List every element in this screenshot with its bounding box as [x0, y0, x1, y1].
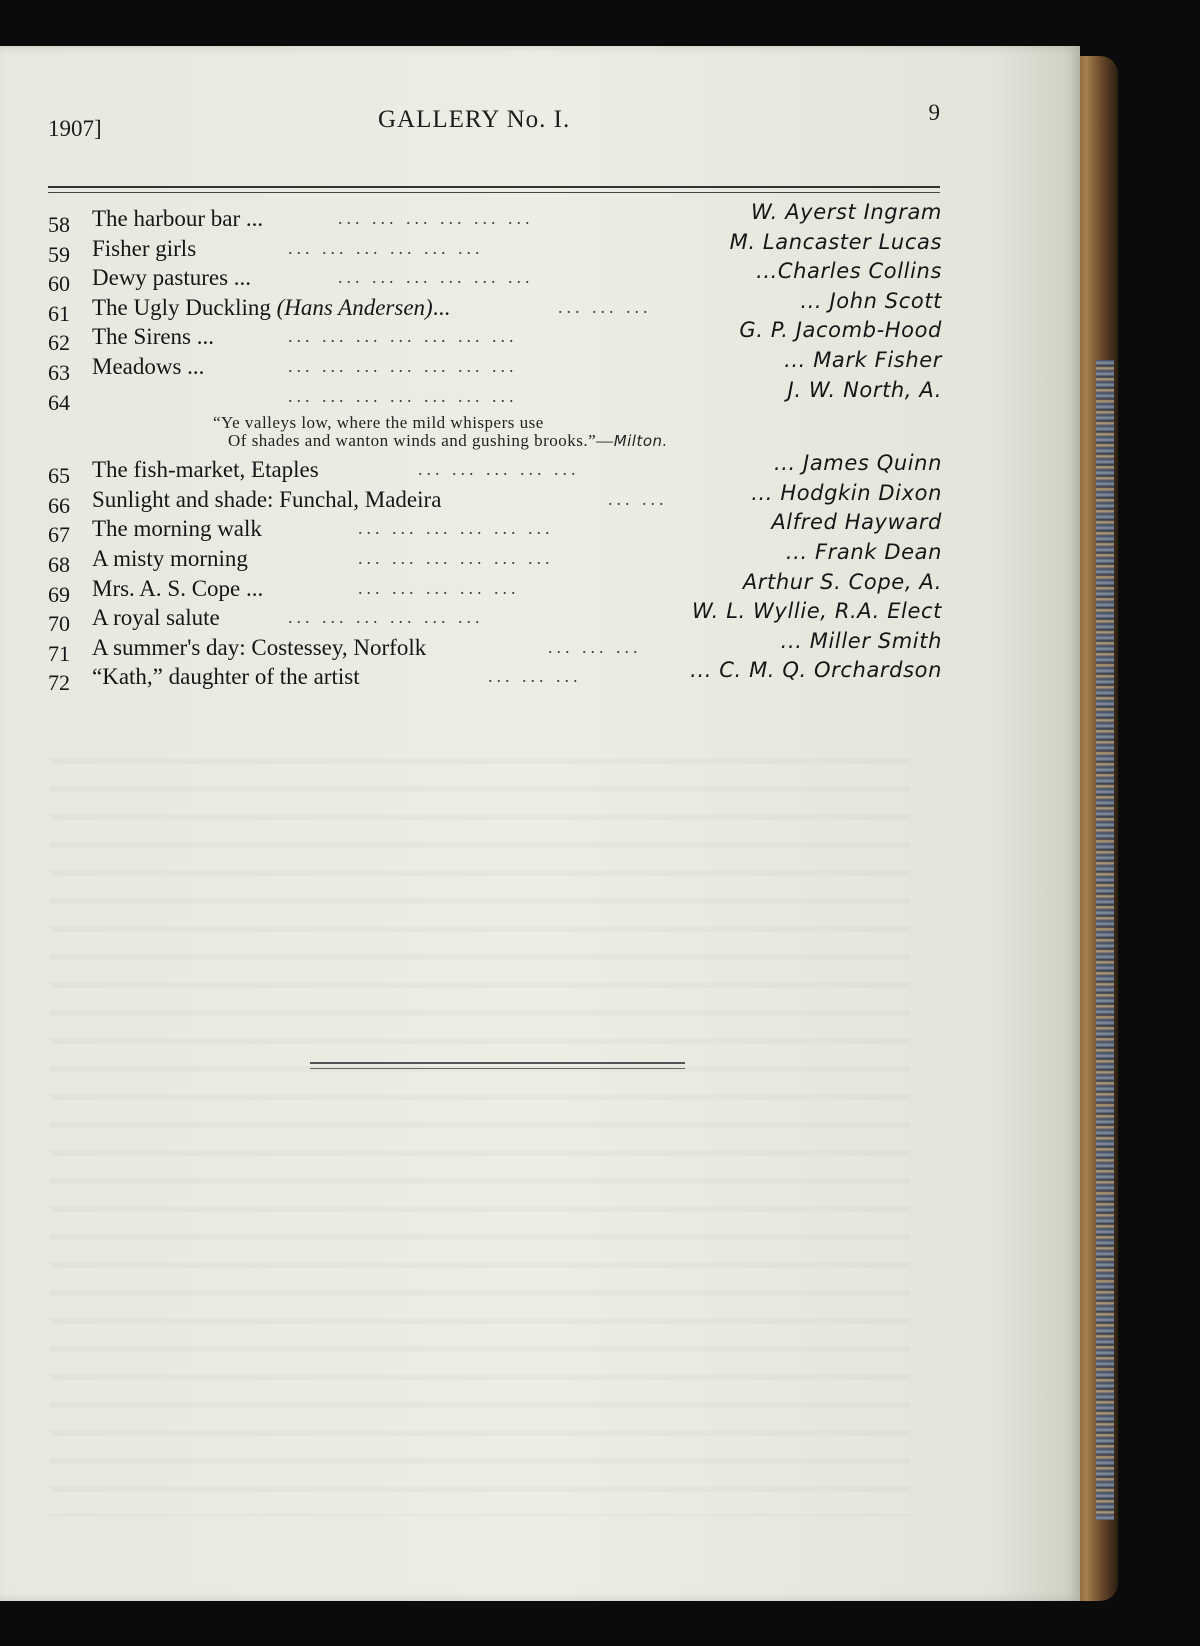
entry-artist: W. L. Wyllie, R.A. Elect — [692, 599, 942, 624]
entry-title: Mrs. A. S. Cope ... — [92, 575, 264, 601]
entry-number: 71 — [48, 640, 70, 666]
entry-title-italic: (Hans Andersen) — [276, 294, 433, 320]
entry-title: Fisher girls — [92, 235, 197, 261]
entry-artist: ... Frank Dean — [785, 539, 942, 564]
leader-dots: ... ... — [608, 488, 668, 509]
entry-title: Sunlight and shade: Funchal, Madeira — [92, 486, 442, 512]
leader-dots: ... ... ... ... ... ... — [358, 518, 554, 539]
leader-dots: ... ... ... ... ... — [358, 577, 520, 598]
entry-artist: ... James Quinn — [773, 451, 942, 476]
closing-rule-thin — [310, 1068, 685, 1069]
page-number: 9 — [928, 100, 940, 125]
entry-artist: ... C. M. Q. Orchardson — [690, 658, 942, 683]
entry-number: 67 — [48, 522, 70, 548]
list-item — [48, 658, 942, 696]
entry-title: The morning walk — [92, 516, 262, 542]
entry-artist: ...Charles Collins — [756, 259, 942, 284]
entry-number: 62 — [48, 330, 70, 356]
entry-number: 69 — [48, 581, 70, 607]
quote-attribution: Milton. — [613, 432, 668, 451]
leader-dots: ... ... ... ... ... ... ... — [288, 355, 518, 376]
entry-number: 66 — [48, 492, 70, 518]
header-title: GALLERY No. I. — [378, 106, 571, 133]
entry-artist: J. W. North, A. — [787, 377, 942, 402]
entry-title — [92, 295, 450, 321]
entry-title: Dewy pastures ... — [92, 265, 252, 291]
leader-dots: ... ... ... — [558, 296, 652, 317]
page-edges — [1096, 360, 1114, 1520]
page-header — [48, 100, 940, 146]
entry-number: 70 — [48, 611, 70, 637]
entry-number: 59 — [48, 241, 70, 267]
entry-title: Meadows ... — [92, 353, 205, 379]
entry-artist: ... Mark Fisher — [784, 347, 942, 372]
entry-title: The fish-market, Etaples — [92, 457, 319, 483]
leader-dots: ... ... ... ... ... ... — [288, 607, 484, 628]
quote-line-2-text: Of shades and wanton winds and gushing brooks.”— — [228, 431, 614, 451]
leader-dots: ... ... ... ... ... ... ... — [288, 385, 518, 406]
entry-title: A royal salute — [92, 605, 220, 631]
entry-title: The Sirens ... — [92, 324, 215, 350]
entry-title: A summer's day: Costessey, Norfolk — [92, 634, 427, 660]
entry-artist: ... John Scott — [800, 288, 942, 313]
entry-list — [48, 200, 942, 696]
header-rule — [48, 186, 940, 188]
leader-dots: ... ... ... ... ... ... — [338, 267, 534, 288]
leader-dots: ... ... ... ... ... ... — [288, 237, 484, 258]
entry-artist: M. Lancaster Lucas — [729, 229, 942, 254]
closing-rule — [310, 1062, 685, 1064]
header-rule-thin — [48, 192, 940, 193]
entry-artist: W. Ayerst Ingram — [751, 200, 942, 224]
show-through-text — [50, 736, 910, 1516]
entry-title: “Kath,” daughter of the artist — [92, 664, 360, 690]
entry-title: A misty morning — [92, 545, 248, 571]
entry-artist: ... Hodgkin Dixon — [751, 480, 942, 505]
quote-line-1: “Ye valleys low, where the mild whispers use — [213, 413, 544, 433]
entry-title-main: The Ugly Duckling — [92, 294, 271, 320]
entry-artist: Arthur S. Cope, A. — [742, 569, 942, 594]
entry-number: 72 — [48, 670, 70, 696]
leader-dots: ... ... ... ... ... ... ... — [288, 326, 518, 347]
entry-number: 63 — [48, 359, 70, 385]
entry-number: 68 — [48, 551, 70, 577]
header-year: 1907] — [48, 116, 102, 141]
leader-dots: ... ... ... ... ... ... — [358, 547, 554, 568]
quote-line-2 — [228, 431, 668, 451]
entry-artist: Alfred Hayward — [771, 510, 942, 535]
list-item — [48, 377, 942, 415]
entry-title-suffix: ... — [432, 294, 450, 320]
leader-dots: ... ... ... ... ... — [418, 459, 580, 480]
entry-number: 64 — [48, 389, 70, 415]
leader-dots: ... ... ... — [488, 666, 582, 687]
entry-number: 58 — [48, 212, 70, 237]
entry-number: 65 — [48, 463, 70, 489]
entry-artist: G. P. Jacomb-Hood — [739, 318, 942, 343]
entry-artist: ... Miller Smith — [780, 628, 942, 653]
entry-title: The harbour bar ... — [92, 206, 264, 231]
catalogue-page — [0, 46, 1080, 1601]
entry-number: 61 — [48, 300, 70, 326]
entry-number: 60 — [48, 271, 70, 297]
leader-dots: ... ... ... — [548, 636, 642, 657]
leader-dots: ... ... ... ... ... ... — [338, 208, 534, 228]
